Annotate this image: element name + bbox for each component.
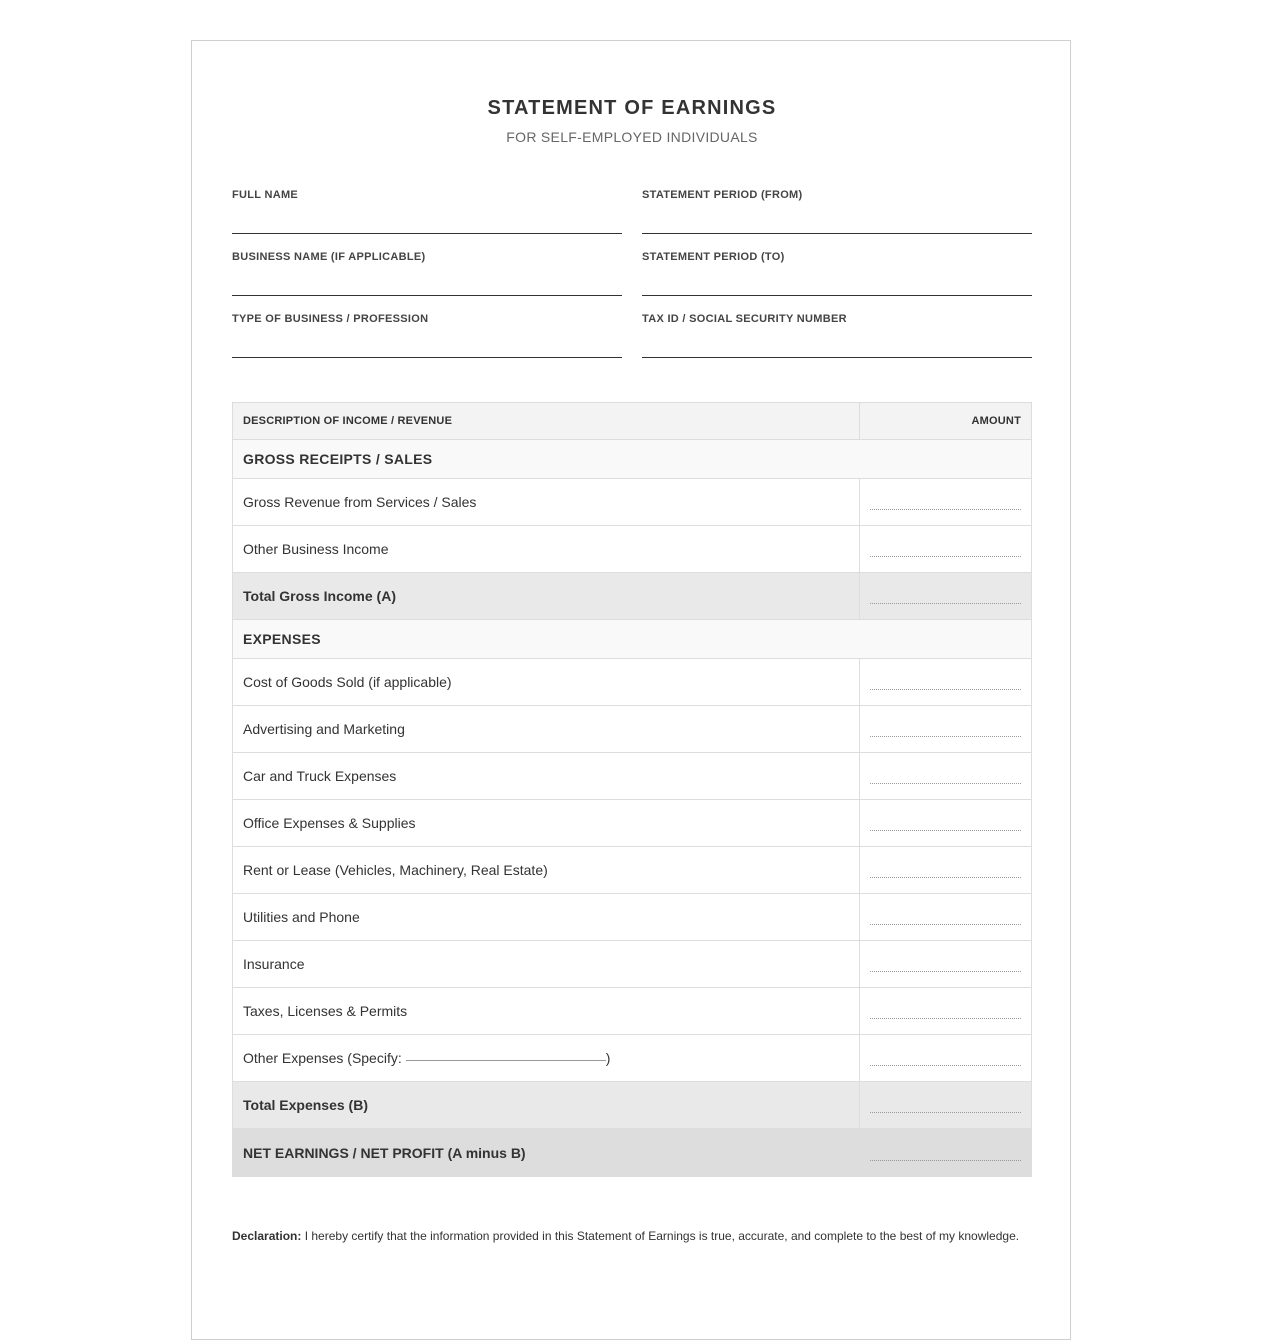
- business-name-line[interactable]: [232, 295, 622, 296]
- table-header-row: [233, 403, 1032, 440]
- business-name-label: BUSINESS NAME (IF APPLICABLE): [232, 251, 426, 263]
- amount-input[interactable]: [860, 941, 1032, 988]
- total-expenses-amount[interactable]: [860, 1082, 1032, 1129]
- amount-input[interactable]: [860, 659, 1032, 706]
- period-to-label: STATEMENT PERIOD (TO): [642, 251, 785, 263]
- amount-line: [870, 971, 1021, 972]
- business-type-label: TYPE OF BUSINESS / PROFESSION: [232, 313, 429, 325]
- amount-line: [870, 1112, 1021, 1113]
- full-name-field[interactable]: [232, 187, 622, 249]
- table-row: [233, 847, 1032, 894]
- other-expenses-suffix: ): [605, 1050, 611, 1066]
- business-type-line[interactable]: [232, 357, 622, 358]
- table-row: [233, 706, 1032, 753]
- amount-line: [870, 556, 1021, 557]
- amount-line: [870, 1018, 1021, 1019]
- document-subtitle: FOR SELF-EMPLOYED INDIVIDUALS: [506, 129, 758, 145]
- statement-page: [191, 40, 1071, 1340]
- declaration: [232, 1227, 1032, 1245]
- amount-line: [870, 736, 1021, 737]
- table-row: [233, 526, 1032, 573]
- amount-line: [870, 924, 1021, 925]
- amount-input[interactable]: [860, 526, 1032, 573]
- table-row: [233, 894, 1032, 941]
- period-from-field[interactable]: [642, 187, 1032, 249]
- row-description: Utilities and Phone: [233, 894, 860, 941]
- period-from-line[interactable]: [642, 233, 1032, 234]
- amount-input[interactable]: [860, 753, 1032, 800]
- amount-input[interactable]: [860, 479, 1032, 526]
- total-gross-income-row: [233, 573, 1032, 620]
- table-row: [233, 988, 1032, 1035]
- row-description: Insurance: [233, 941, 860, 988]
- row-description: Gross Revenue from Services / Sales: [233, 479, 860, 526]
- period-from-label: STATEMENT PERIOD (FROM): [642, 189, 803, 201]
- net-earnings-amount[interactable]: [860, 1129, 1032, 1177]
- row-description: Office Expenses & Supplies: [233, 800, 860, 847]
- row-description: Other Business Income: [233, 526, 860, 573]
- net-earnings-label: NET EARNINGS / NET PROFIT (A minus B): [233, 1129, 860, 1177]
- expenses-section-heading: EXPENSES: [233, 620, 1032, 659]
- amount-line: [870, 1160, 1021, 1161]
- table-row: [233, 800, 1032, 847]
- table-row: [233, 941, 1032, 988]
- row-description: Car and Truck Expenses: [233, 753, 860, 800]
- row-description: Cost of Goods Sold (if applicable): [233, 659, 860, 706]
- amount-input[interactable]: [860, 847, 1032, 894]
- amount-line: [870, 509, 1021, 510]
- total-expenses-label: Total Expenses (B): [233, 1082, 860, 1129]
- table-row: [233, 753, 1032, 800]
- amount-input[interactable]: [860, 988, 1032, 1035]
- tax-id-line[interactable]: [642, 357, 1032, 358]
- description-column-header: DESCRIPTION OF INCOME / REVENUE: [233, 403, 860, 440]
- amount-line: [870, 877, 1021, 878]
- other-expenses-row: [233, 1035, 1032, 1082]
- table-row: [233, 659, 1032, 706]
- amount-input[interactable]: [860, 894, 1032, 941]
- income-section-row: [233, 440, 1032, 479]
- row-description: Advertising and Marketing: [233, 706, 860, 753]
- tax-id-label: TAX ID / SOCIAL SECURITY NUMBER: [642, 313, 847, 325]
- declaration-label: Declaration:: [232, 1229, 302, 1243]
- row-description: Rent or Lease (Vehicles, Machinery, Real Estate): [233, 847, 860, 894]
- amount-input[interactable]: [860, 800, 1032, 847]
- amount-column-header: AMOUNT: [860, 403, 1032, 440]
- period-to-field[interactable]: [642, 249, 1032, 311]
- period-to-line[interactable]: [642, 295, 1032, 296]
- amount-input[interactable]: [860, 706, 1032, 753]
- business-type-field[interactable]: [232, 311, 622, 373]
- amount-line: [870, 689, 1021, 690]
- table-row: [233, 479, 1032, 526]
- expenses-section-row: [233, 620, 1032, 659]
- full-name-line[interactable]: [232, 233, 622, 234]
- personal-info-fields: [232, 187, 1032, 373]
- amount-input[interactable]: [860, 1035, 1032, 1082]
- amount-line: [870, 830, 1021, 831]
- declaration-text: I hereby certify that the information provided in this Statement of Earnings is true, accurate, and complete to the best of my knowledge.: [304, 1229, 1020, 1243]
- earnings-table: [232, 402, 1032, 1177]
- business-name-field[interactable]: [232, 249, 622, 311]
- total-gross-income-label: Total Gross Income (A): [233, 573, 860, 620]
- other-expenses-description: [233, 1035, 860, 1082]
- income-section-heading: GROSS RECEIPTS / SALES: [233, 440, 1032, 479]
- row-description: Taxes, Licenses & Permits: [233, 988, 860, 1035]
- other-expenses-specify-field[interactable]: [406, 1059, 606, 1061]
- full-name-label: FULL NAME: [232, 189, 299, 201]
- tax-id-field[interactable]: [642, 311, 1032, 373]
- amount-line: [870, 783, 1021, 784]
- amount-line: [870, 1065, 1021, 1066]
- total-gross-income-amount[interactable]: [860, 573, 1032, 620]
- document-title: STATEMENT OF EARNINGS: [487, 97, 777, 119]
- amount-line: [870, 603, 1021, 604]
- total-expenses-row: [233, 1082, 1032, 1129]
- net-earnings-row: [233, 1129, 1032, 1177]
- other-expenses-prefix: Other Expenses (Specify:: [243, 1050, 402, 1066]
